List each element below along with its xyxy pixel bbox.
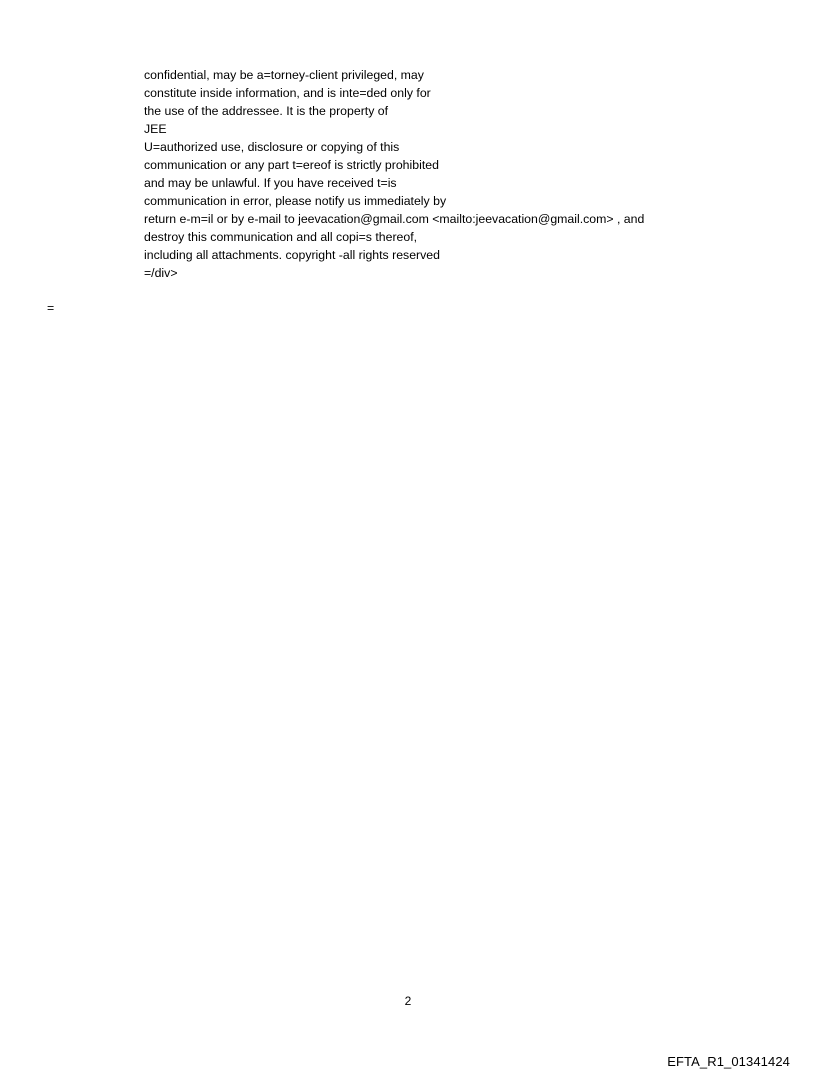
disclaimer-line-with-email: return e-m=il or by e-mail to jeevacation@gmail.com <mailto:jeevacation@gmail.com> , and (144, 212, 645, 226)
disclaimer-line: and may be unlawful. If you have received t=is (144, 176, 397, 190)
disclaimer-line: destroy this communication and all copi=s thereof, (144, 230, 418, 244)
disclaimer-line: communication in error, please notify us immediately by (144, 194, 447, 208)
page-number: 2 (404, 994, 412, 1008)
bates-number: EFTA_R1_01341424 (667, 1054, 790, 1069)
disclaimer-line: constitute inside information, and is inte=ded only for (144, 86, 431, 100)
disclaimer-line: including all attachments. copyright -all rights reserved (144, 248, 440, 262)
disclaimer-line: U=authorized use, disclosure or copying of this (144, 140, 400, 154)
disclaimer-line: JEE (144, 122, 167, 136)
disclaimer-line: communication or any part t=ereof is strictly prohibited (144, 158, 439, 172)
disclaimer-line: the use of the addressee. It is the property of (144, 104, 389, 118)
disclaimer-line: confidential, may be a=torney-client privileged, may (144, 68, 424, 82)
email-disclaimer-text (144, 66, 764, 282)
stray-equals-sign: = (47, 301, 55, 315)
closing-div-tag-text: =/div> (144, 266, 178, 280)
